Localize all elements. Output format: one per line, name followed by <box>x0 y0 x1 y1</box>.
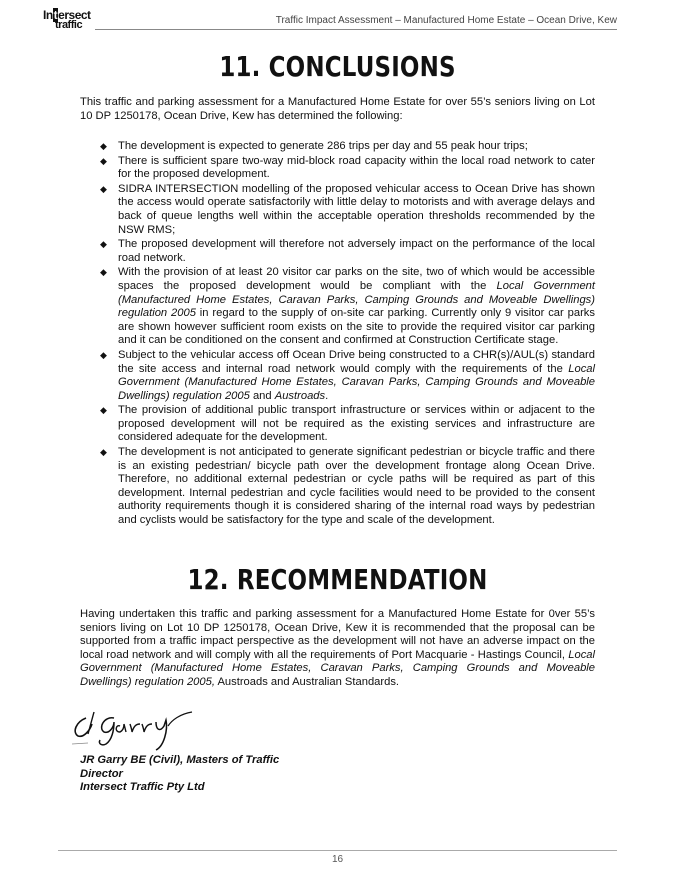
list-item-text: The provision of additional public transport infrastructure or services within or adjacent to the proposed development will not be required as the existing services and infrastructure are considered adequate for the development. <box>118 404 595 444</box>
header-title: Traffic Impact Assessment – Manufactured Home Estate – Ocean Drive, Kew <box>275 15 617 26</box>
austroads-reference: Austroads <box>274 389 326 402</box>
diamond-bullet-icon: ◆ <box>100 141 107 151</box>
regulation-reference: Local Government (Manufactured Home Estates, Caravan Parks, Camping Grounds and Moveable Dwellings) regulation 2005, <box>80 648 595 688</box>
list-item <box>80 266 595 348</box>
signatory-block <box>80 754 279 795</box>
list-item-text: With the provision of at least 20 visitor car parks on the site, two of which would be accessible spaces the proposed development would be compliant with the <box>118 266 595 292</box>
header-divider <box>95 29 617 30</box>
recommendation-text-b: Austroads and Australian Standards. <box>214 675 400 688</box>
logo-line-2: traffic <box>55 19 83 31</box>
page-number: 16 <box>331 854 344 865</box>
company-logo <box>43 9 95 31</box>
logo-text-ersect: ersect <box>58 8 91 22</box>
list-item-text-cont: and <box>249 389 275 402</box>
logo-text-in: In <box>43 8 53 22</box>
conclusions-list <box>80 140 595 529</box>
list-item-text: Subject to the vehicular access off Ocean Drive being constructed to a CHR(s)/AUL(s) standard the site access and internal road network would comply with the requirements of the <box>118 348 595 375</box>
conclusions-heading: 11. CONCLUSIONS <box>219 50 456 83</box>
handwritten-signature <box>68 700 218 755</box>
list-item-text: The proposed development will therefore not adversely impact on the performance of the local road network. <box>118 238 595 264</box>
regulation-reference: Local Government (Manufactured Home Estates, Caravan Parks, Camping Grounds and Moveable Dwellings) regulation 2005 <box>118 279 596 320</box>
list-item <box>80 183 595 237</box>
diamond-bullet-icon: ◆ <box>100 349 107 360</box>
diamond-bullet-icon: ◆ <box>100 183 107 194</box>
list-item-text: There is sufficient spare two-way mid-block road capacity within the local road network to cater for the proposed development. <box>118 154 595 181</box>
recommendation-heading: 12. RECOMMENDATION <box>187 563 488 596</box>
list-item-text-cont: in regard to the supply of on-site car parking. Currently only 9 visitor car parks are shown however sufficient room exists on the site to provide the required visitor car parking and it can be conditioned on the consent and confirmed at Construction Certificate stage. <box>118 307 595 347</box>
diamond-bullet-icon: ◆ <box>100 447 107 458</box>
list-item-text: The development is not anticipated to generate significant pedestrian or bicycle traffic and there is an existing pedestrian/ bicycle path over the development frontage along Ocean Drive. Therefore, no additional external pedestrian or cycle paths will be required as part of this development. Internal pedestrian and cycle facilities would need to be provided to the consent authority requirements though it is considered sharing of the internal road ways by pedestrian and cyclists would be satisfactory for the type and scale of the development. <box>118 446 595 527</box>
footer-divider <box>58 850 617 851</box>
list-item <box>80 446 595 528</box>
diamond-bullet-icon: ◆ <box>100 405 107 416</box>
list-item <box>80 404 595 445</box>
logo-block-t: t <box>53 8 58 22</box>
signer-company: Intersect Traffic Pty Ltd <box>80 781 205 794</box>
signer-title: Director <box>80 767 123 780</box>
recommendation-text-a: Having undertaken this traffic and parking assessment for a Manufactured Home Estate for 0ver 55’s seniors living on Lot 10 DP 1250178, Ocean Drive, Kew it is recommended that the proposal can be supported from a traffic impact perspective as the development will not have an adverse impact on the local road network and will comply with all the requirements of Port Macquarie - Hastings Council, <box>80 608 595 661</box>
list-item <box>80 140 595 154</box>
recommendation-text <box>80 608 595 690</box>
list-item-text-end: . <box>325 389 329 402</box>
list-item <box>80 155 595 182</box>
diamond-bullet-icon: ◆ <box>100 239 107 250</box>
signer-name: JR Garry BE (Civil), Masters of Traffic <box>80 754 280 766</box>
list-item-text: SIDRA INTERSECTION modelling of the proposed vehicular access to Ocean Drive has shown the access would operate satisfactorily with little delay to motorists and with average delays and back of queue lengths well within the acceptable operation thresholds recommended by the NSW RMS; <box>118 182 595 236</box>
diamond-bullet-icon: ◆ <box>100 267 107 278</box>
list-item <box>80 349 595 403</box>
diamond-bullet-icon: ◆ <box>100 155 107 166</box>
regulation-reference: Local Government (Manufactured Home Estates, Caravan Parks, Camping Grounds and Moveable Dwellings) regulation 2005 <box>118 362 595 402</box>
list-item <box>80 238 595 265</box>
conclusions-intro: This traffic and parking assessment for a Manufactured Home Estate for over 55’s seniors living on Lot 10 DP 1250178, Ocean Drive, Kew has determined the following: <box>80 96 595 122</box>
list-item-text: The development is expected to generate 286 trips per day and 55 peak hour trips; <box>118 140 528 152</box>
